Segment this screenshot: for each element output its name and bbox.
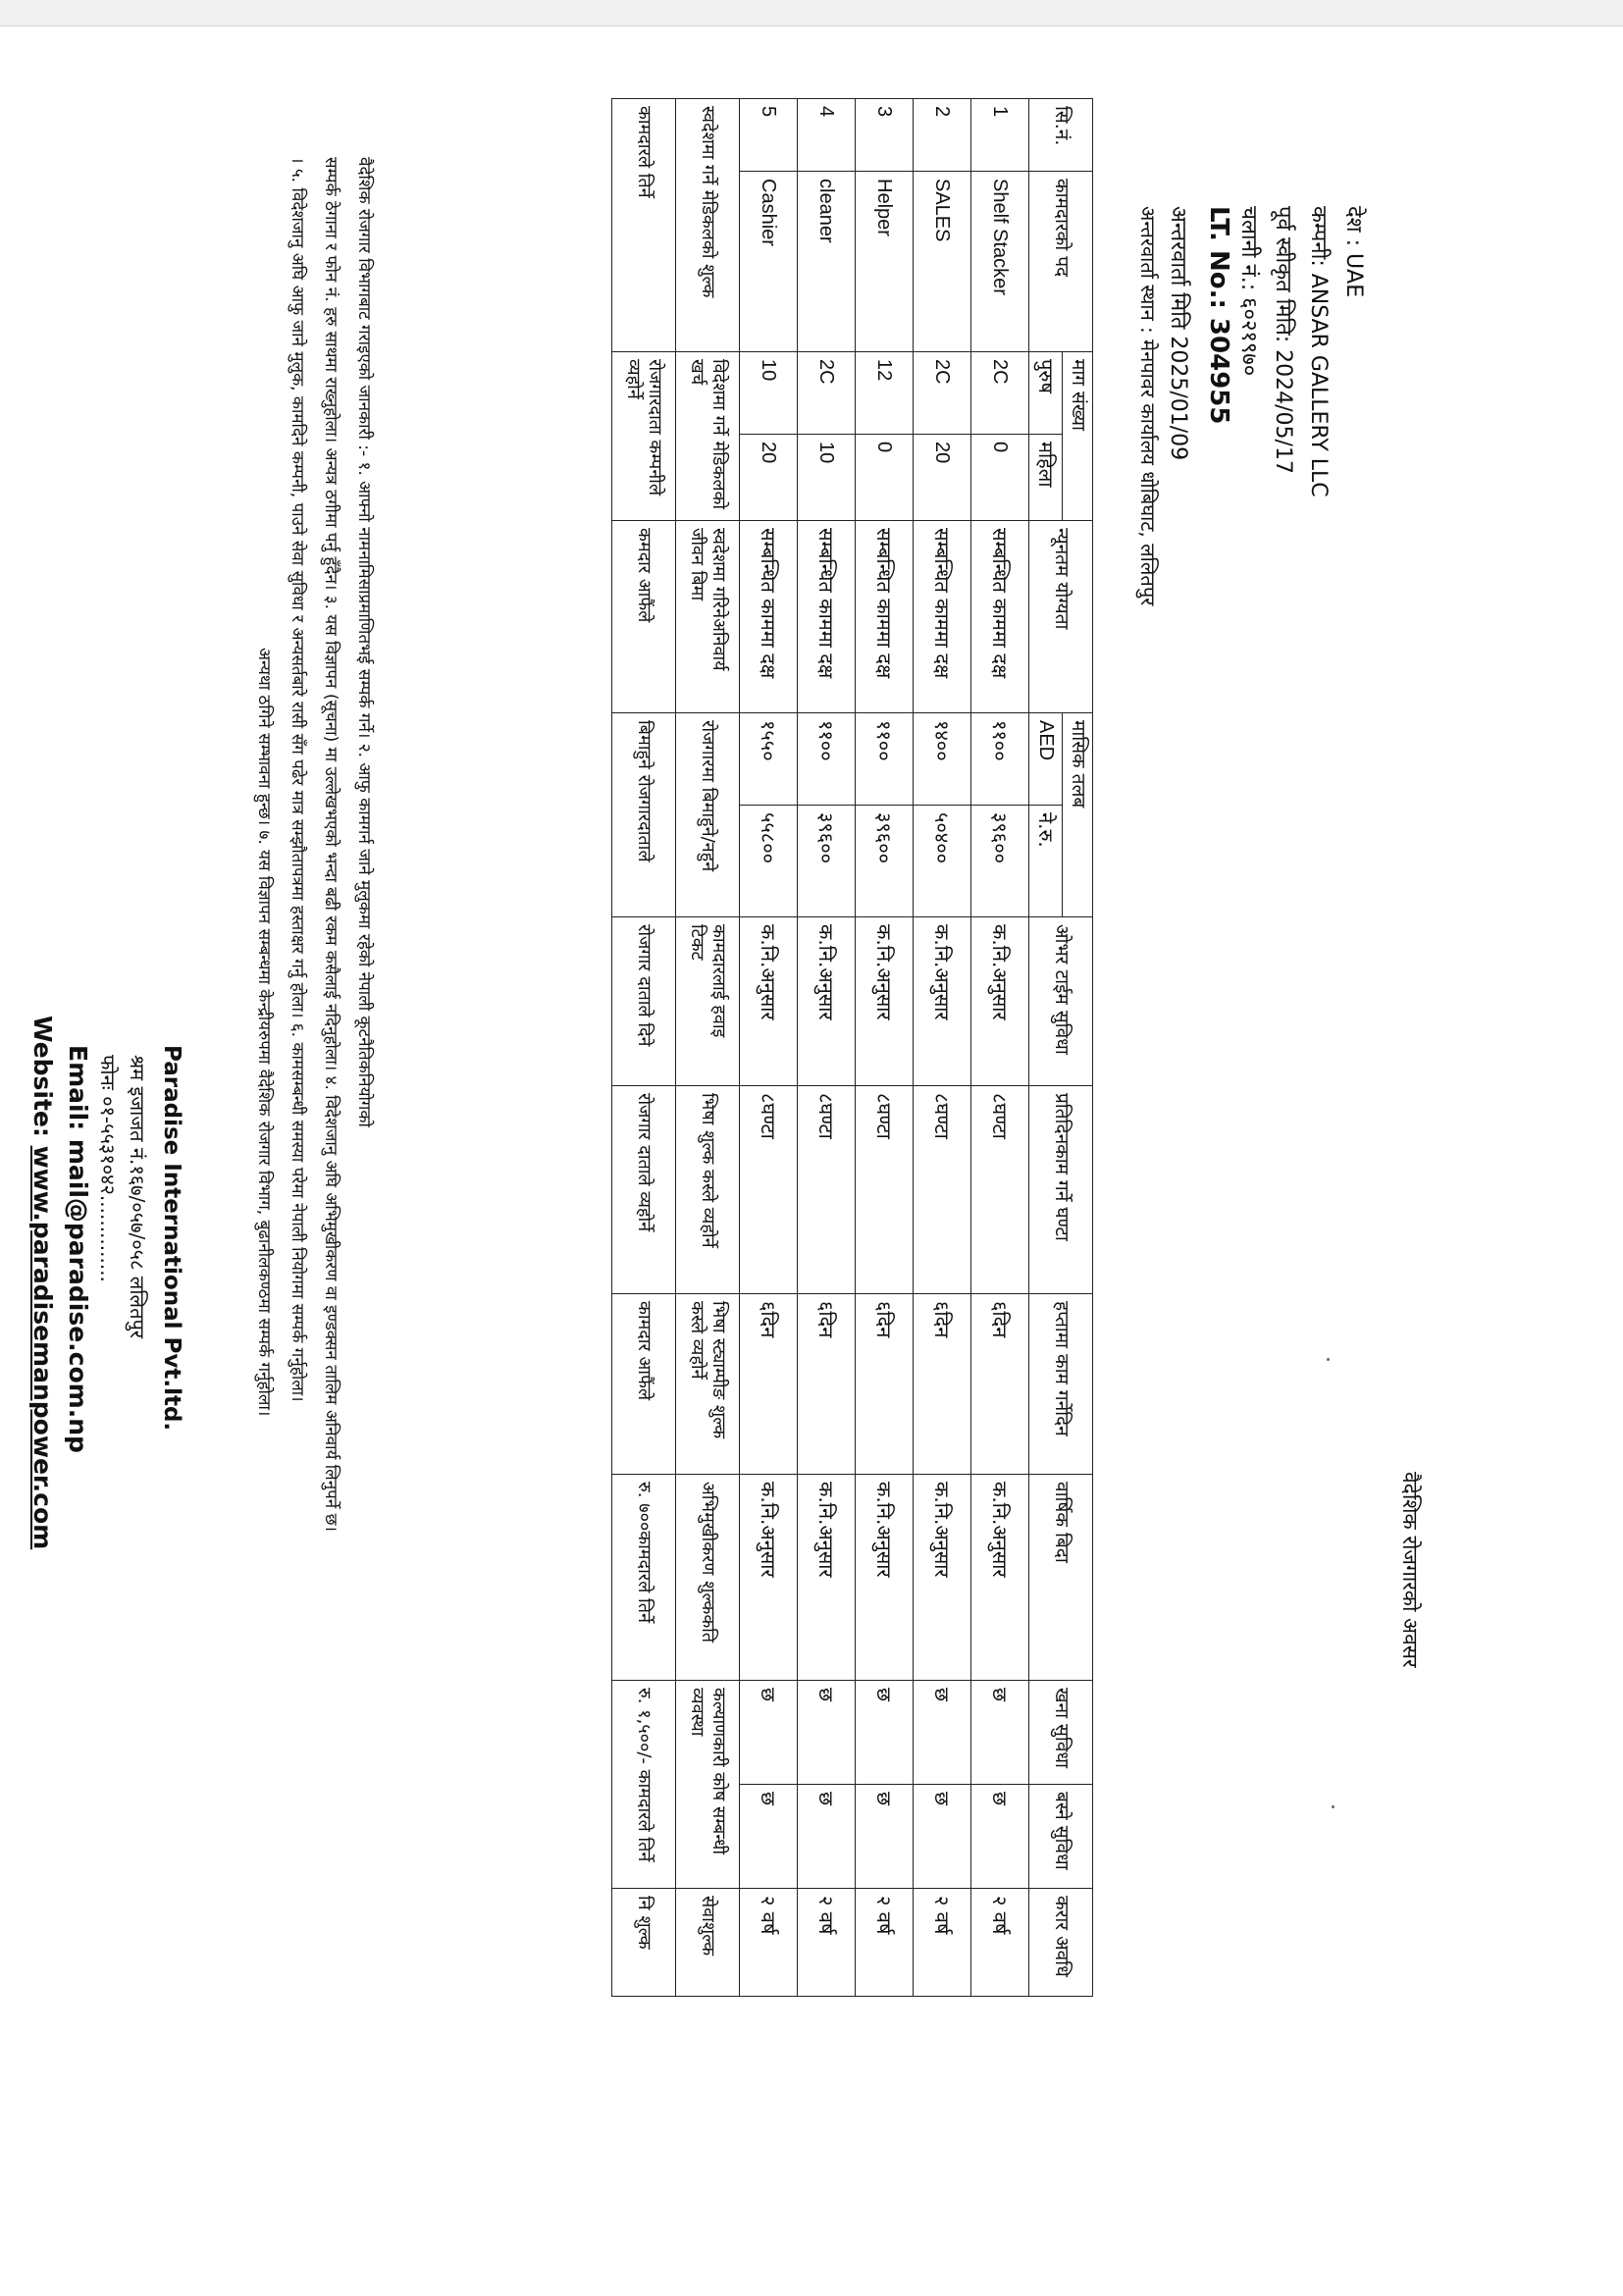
table-row: [856, 99, 914, 1997]
col-accommodation: बस्ने सुविधा: [1029, 1785, 1093, 1889]
col-leave: वार्षिक बिदा: [1029, 1475, 1093, 1681]
fee-value: रु. ७००कामदारले तिर्ने: [612, 1475, 676, 1681]
fee-value: रोजगार दाताले व्यहोर्ने: [612, 1086, 676, 1294]
agency-email[interactable]: Email: mail@paradise.com.np: [64, 1045, 92, 1453]
col-female: महिला: [1029, 435, 1063, 521]
cell-overtime: क.नि.अनुसार: [856, 917, 914, 1086]
cell-contract: २ वर्ष: [971, 1889, 1029, 1997]
lt-number: LT. No.: 304955: [1204, 206, 1233, 425]
agency-website: [28, 1016, 57, 1549]
cell-contract: २ वर्ष: [740, 1889, 798, 1997]
cell-hours: ८घण्टा: [740, 1086, 798, 1294]
fee-label: कामदारलाई हवाइ टिकट: [676, 917, 740, 1086]
fee-label: सेवाशुल्क: [676, 1889, 740, 1997]
agency-license: श्रम इजाजत नं.१६७/०५७/०५८ ललितपुर: [126, 1055, 149, 1339]
col-position: कामदारको पद: [1029, 172, 1093, 352]
cell-accommodation: छ: [971, 1785, 1029, 1889]
cell-accommodation: छ: [856, 1785, 914, 1889]
cell-overtime: क.नि.अनुसार: [971, 917, 1029, 1086]
dispatch-line: चलानी नं.: ६०२१९७०: [1236, 206, 1261, 377]
cell-sn: 4: [798, 99, 856, 172]
cell-accommodation: छ: [798, 1785, 856, 1889]
cell-male: 2C: [914, 352, 971, 435]
cell-aed: ११००: [971, 713, 1029, 806]
cell-overtime: क.नि.अनुसार: [798, 917, 856, 1086]
cell-overtime: क.नि.अनुसार: [740, 917, 798, 1086]
cell-accommodation: छ: [914, 1785, 971, 1889]
cell-contract: २ वर्ष: [856, 1889, 914, 1997]
agency-phone: फोनः ०१-५५३१०४२..............: [96, 1055, 120, 1282]
pre-approval-line: पूर्व स्वीकृत मिति: 2024/05/17: [1271, 206, 1295, 474]
document-title: वैदेशिक रोजगारको अवसर: [1398, 1472, 1422, 1668]
cell-hours: ८घण्टा: [914, 1086, 971, 1294]
cell-food: छ: [798, 1681, 856, 1785]
cell-food: छ: [914, 1681, 971, 1785]
notice-line: अन्यथा ठगिने सम्भावना हुन्छ। ७. यस विज्ञापन सम्बन्धमा केन्द्रीयरुपमा वैदेशिक रोजगार विभाग, बुढानीलकण्ठमा सम्पर्क गर्नुहोला।: [254, 648, 274, 1417]
cell-qualification: सम्बन्धित काममा दक्ष: [740, 521, 798, 713]
cell-accommodation: छ: [740, 1785, 798, 1889]
cell-leave: क.नि.अनुसार: [798, 1475, 856, 1681]
fee-label: कल्याणकारी कोष सम्बन्धी व्यवस्था: [676, 1681, 740, 1889]
fee-label: भिषा स्ट्याम्पीङ शुल्क कस्ले व्यहोर्ने: [676, 1294, 740, 1475]
cell-days: ६दिन: [798, 1294, 856, 1475]
cell-female: 0: [856, 435, 914, 521]
cell-aed: ११००: [856, 713, 914, 806]
notice-text: [247, 157, 381, 2119]
job-table: [611, 98, 1093, 1997]
fees-label-row: [676, 99, 740, 1997]
notice-line: । ५. विदेशजानु अघि आफु जाने मुलुक, कामदिने कम्पनी, पाउने सेवा सुविधा र अन्यसर्तबारे रासी सँग पढेर मात्र सम्झौतापत्रमा हस्ताक्षर गर्नु होला। ६. कामसम्बन्धी समस्या परेमा नेपाली नियोगमा सम्पर्क गर्नुहोला।: [288, 157, 307, 1402]
cell-female: 10: [798, 435, 856, 521]
fee-value: कमदार आफैंले: [612, 521, 676, 713]
cell-days: ६दिन: [856, 1294, 914, 1475]
cell-hours: ८घण्टा: [971, 1086, 1029, 1294]
cell-food: छ: [971, 1681, 1029, 1785]
fee-value: कामदारले तिर्ने: [612, 99, 676, 352]
col-hours: प्रतिदिनकाम गर्ने घण्टा: [1029, 1086, 1093, 1294]
table-row: [971, 99, 1029, 1997]
col-aed: AED: [1029, 713, 1063, 806]
cell-female: 20: [914, 435, 971, 521]
cell-qualification: सम्बन्धित काममा दक्ष: [798, 521, 856, 713]
cell-qualification: सम्बन्धित काममा दक्ष: [914, 521, 971, 713]
fee-label: भिषा शुल्क कस्ले व्यहोर्ने: [676, 1086, 740, 1294]
cell-male: 2C: [971, 352, 1029, 435]
interview-place: अन्तरवार्ता स्थान : मेनपावर कार्यालय धोबिघाट, ललितपुर: [1136, 206, 1160, 606]
cell-hours: ८घण्टा: [798, 1086, 856, 1294]
cell-npr: ३९६००: [971, 806, 1029, 917]
fee-label: अभिमुखीकरण शुल्ककति: [676, 1475, 740, 1681]
interview-date: अन्तरवार्ता मिति 2025/01/09: [1166, 206, 1190, 461]
table-header-row: [1062, 99, 1092, 1997]
agency-name: Paradise International Pvt.ltd.: [159, 1045, 184, 1432]
fee-value: कामदार आफैंले: [612, 1294, 676, 1475]
company-line: कम्पनी: ANSAR GALLERY LLC: [1306, 206, 1331, 497]
fees-value-row: [612, 99, 676, 1997]
cell-days: ६दिन: [914, 1294, 971, 1475]
notice-line: सम्पर्क ठेगाना र फोन नं. हरु साथमा राख्नुहोला। अन्यत्र ठगीमा पर्नु हुँदैन। ३. यस विज्ञापन (सूचना) मा उल्लेखभएको भन्दा बढी रकम कसैलाई नदिनुहोला। ४. विदेशजानु अघि अभिमुखीकरण वा इण्डक्सन तालिम अनिवार्य लिनुपर्ने छ।: [321, 157, 340, 1532]
col-food: खना सुविधा: [1029, 1681, 1093, 1785]
fee-label: स्वदेशमा गर्ने मेडिकलको शुल्क: [676, 99, 740, 352]
fee-value: रोजगार दाताले दिने: [612, 917, 676, 1086]
website-link[interactable]: www.paradisemanpower.com: [28, 1145, 57, 1550]
fee-value: रु. १,५००/- कामदारले तिर्ने: [612, 1681, 676, 1889]
fee-value: नि शुल्क: [612, 1889, 676, 1997]
cell-position: Cashier: [740, 172, 798, 352]
cell-qualification: सम्बन्धित काममा दक्ष: [971, 521, 1029, 713]
cell-contract: २ वर्ष: [798, 1889, 856, 1997]
col-sn: सि.नं.: [1029, 99, 1093, 172]
cell-female: 20: [740, 435, 798, 521]
col-overtime: ओभर टाईम सुविधा: [1029, 917, 1093, 1086]
cell-position: cleaner: [798, 172, 856, 352]
col-days: हप्तामा काम गर्नेदिन: [1029, 1294, 1093, 1475]
cell-overtime: क.नि.अनुसार: [914, 917, 971, 1086]
cell-male: 2C: [798, 352, 856, 435]
cell-position: Shelf Stacker: [971, 172, 1029, 352]
cell-male: 12: [856, 352, 914, 435]
country-line: देश : UAE: [1341, 206, 1366, 298]
cell-sn: 5: [740, 99, 798, 172]
table-row: [798, 99, 856, 1997]
cell-npr: ३९६००: [856, 806, 914, 917]
fee-label: रोजगारमा बिमाहुने/नहुने: [676, 713, 740, 917]
cell-aed: ११००: [798, 713, 856, 806]
cell-position: Helper: [856, 172, 914, 352]
cell-sn: 3: [856, 99, 914, 172]
website-label: Website:: [28, 1016, 57, 1137]
cell-male: 10: [740, 352, 798, 435]
col-male: पुरुष: [1029, 352, 1063, 435]
cell-npr: ३९६००: [798, 806, 856, 917]
table-row: [740, 99, 798, 1997]
cell-sn: 2: [914, 99, 971, 172]
cell-leave: क.नि.अनुसार: [971, 1475, 1029, 1681]
cell-female: 0: [971, 435, 1029, 521]
cell-food: छ: [740, 1681, 798, 1785]
cell-aed: १५५०: [740, 713, 798, 806]
cell-leave: क.नि.अनुसार: [856, 1475, 914, 1681]
cell-hours: ८घण्टा: [856, 1086, 914, 1294]
cell-npr: ५५८००: [740, 806, 798, 917]
col-npr: ने.रु.: [1029, 806, 1063, 917]
cell-contract: २ वर्ष: [914, 1889, 971, 1997]
fee-value: बिमाहुने रोजगारदाताले: [612, 713, 676, 917]
cell-days: ६दिन: [740, 1294, 798, 1475]
cell-aed: १४००: [914, 713, 971, 806]
cell-qualification: सम्बन्धित काममा दक्ष: [856, 521, 914, 713]
cell-sn: 1: [971, 99, 1029, 172]
cell-npr: ५०४००: [914, 806, 971, 917]
cell-leave: क.नि.अनुसार: [914, 1475, 971, 1681]
cell-position: SALES: [914, 172, 971, 352]
cell-days: ६दिन: [971, 1294, 1029, 1475]
notice-line: वैदेशिक रोजगार विभागबाट गराइएको जानकारी :- १. आफ्नो नामनामिसाप्रमाणितभई सम्पर्क गर्ने। २. आफु कामगर्न जाने मुलुकमा रहेको नेपाली कूटनैतिकनियोगको: [354, 157, 374, 1127]
col-demand: माग संख्या: [1062, 352, 1092, 521]
col-contract: करार अवधि: [1029, 1889, 1093, 1997]
fee-value: रोजगारदाता कम्पनीले व्यहोर्ने: [612, 352, 676, 521]
fee-label: विदेशमा गर्ने मेडिकलको खर्च: [676, 352, 740, 521]
col-salary: मासिक तलब: [1062, 713, 1092, 917]
fee-label: स्वदेशमा गरिनेअनिवार्य जीवन बिमा: [676, 521, 740, 713]
table-row: [914, 99, 971, 1997]
cell-leave: क.नि.अनुसार: [740, 1475, 798, 1681]
col-qualification: न्यूनतम योग्यता: [1029, 521, 1093, 713]
cell-food: छ: [856, 1681, 914, 1785]
